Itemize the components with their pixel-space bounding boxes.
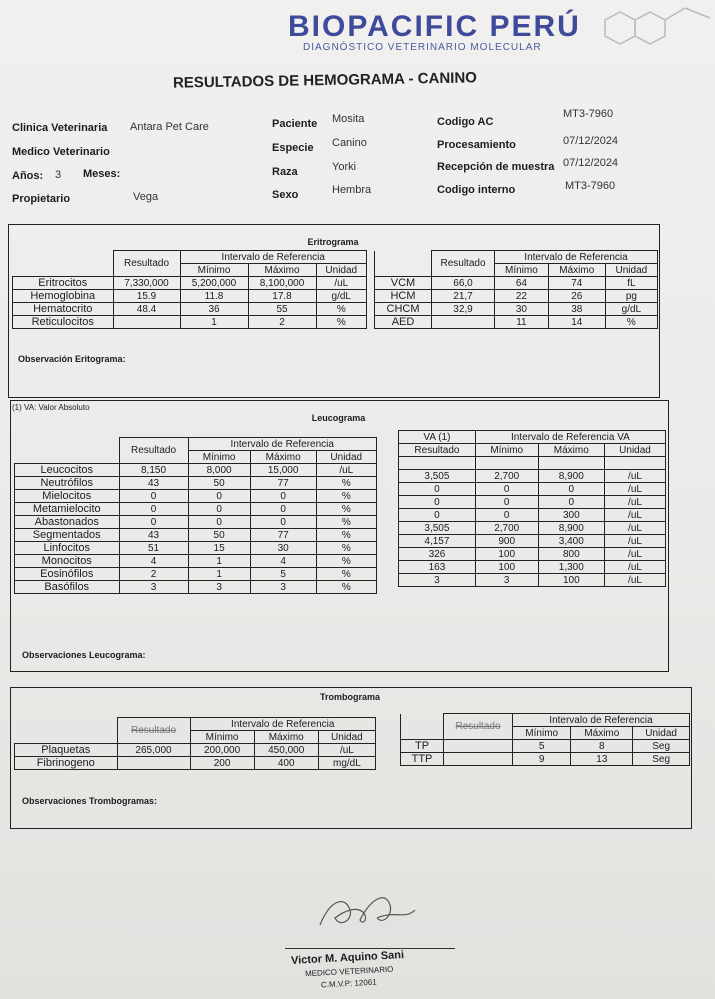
cell-res bbox=[432, 316, 495, 329]
cell-unit: g/dL bbox=[316, 290, 366, 303]
cell-unit: Seg bbox=[633, 753, 690, 766]
cell-vunit bbox=[605, 457, 666, 470]
cell-name: Linfocitos bbox=[15, 542, 120, 555]
cell-min: 9 bbox=[513, 753, 571, 766]
cell-res: 7,330,000 bbox=[113, 277, 180, 290]
cell-max: 77 bbox=[250, 529, 316, 542]
table-row bbox=[15, 503, 377, 516]
cell-vmax: 8,900 bbox=[538, 470, 604, 483]
cell-vunit: /uL bbox=[605, 574, 666, 587]
va-note: (1) VA: Valor Absoluto bbox=[12, 403, 90, 412]
cell-min: 200,000 bbox=[190, 744, 254, 757]
signature-role: MEDICO VETERINARIO bbox=[304, 964, 394, 979]
trombograma-title: Trombograma bbox=[319, 692, 380, 702]
report-title: RESULTADOS DE HEMOGRAMA - CANINO bbox=[172, 69, 478, 92]
cell-min: 0 bbox=[188, 503, 250, 516]
trombograma-right-table: Resultado Intervalo de Referencia Mínimo Máximo Unidad TP 5 8 Seg TTP 9 13 Seg bbox=[400, 713, 690, 766]
eritrograma-right-table: Resultado Intervalo de Referencia Mínimo Máximo Unidad VCM 66,0 64 74 fL HCM 21,7 22 26 pg CHCM 32,9 30 38 g/dL AED 11 14 % bbox=[374, 250, 658, 329]
cell-name: TTP bbox=[401, 753, 444, 766]
cell-unit: g/dL bbox=[605, 303, 657, 316]
cell-max: 8,100,000 bbox=[248, 277, 316, 290]
table-row bbox=[15, 555, 377, 568]
molecule-logo-icon bbox=[585, 0, 715, 50]
trombograma-left-rows bbox=[15, 744, 376, 770]
cell-vmin: 0 bbox=[475, 509, 538, 522]
cell-vunit: /uL bbox=[605, 561, 666, 574]
cell-max: 38 bbox=[548, 303, 605, 316]
cell-name: VCM bbox=[375, 277, 432, 290]
table-row bbox=[15, 568, 377, 581]
cell-va: 0 bbox=[399, 509, 476, 522]
cell-min: 50 bbox=[188, 529, 250, 542]
signature-name: Victor M. Aquino Sani bbox=[290, 949, 405, 967]
cell-min: 1 bbox=[180, 316, 248, 329]
handwritten-signature-icon bbox=[305, 880, 425, 940]
cell-va: 326 bbox=[399, 548, 476, 561]
cell-min: 5,200,000 bbox=[180, 277, 248, 290]
table-row bbox=[375, 303, 658, 316]
eritrograma-right-rows bbox=[375, 277, 658, 329]
table-row bbox=[13, 303, 367, 316]
cell-max: 14 bbox=[548, 316, 605, 329]
table-row bbox=[15, 542, 377, 555]
cell-unit: /uL bbox=[318, 744, 375, 757]
cell-res: 4 bbox=[119, 555, 188, 568]
cell-vunit: /uL bbox=[605, 509, 666, 522]
procesamiento-label: Procesamiento bbox=[437, 139, 516, 151]
eritrograma-title: Eritrograma bbox=[307, 237, 359, 247]
cell-name: Eritrocitos bbox=[13, 277, 114, 290]
cell-va: 3 bbox=[399, 574, 476, 587]
cell-vunit: /uL bbox=[605, 496, 666, 509]
meses-label: Meses: bbox=[83, 168, 121, 180]
procesamiento-value: 07/12/2024 bbox=[563, 135, 619, 147]
cell-res: 15.9 bbox=[113, 290, 180, 303]
cell-min: 1 bbox=[188, 555, 250, 568]
cell-vmax: 100 bbox=[538, 574, 604, 587]
table-row bbox=[15, 516, 377, 529]
leucograma-left-table: Resultado Intervalo de Referencia Mínimo Máximo Unidad Leucocitos 8,150 8,000 15,000 /uL Neutrófilos 43 50 77 % Mielocitos 0 0 0 % Metamielocito 0 0 0 % Abastonados 0 0 0 % Segmentados 43 50 77 % Linfocitos 51 15 30 % Monocitos 4 1 4 % Eosinófilos 2 1 5 % Basófilos 3 3 3 % bbox=[14, 437, 377, 594]
cell-va: 163 bbox=[399, 561, 476, 574]
cell-min: 11.8 bbox=[180, 290, 248, 303]
table-row bbox=[15, 744, 376, 757]
cell-unit: % bbox=[316, 490, 376, 503]
cell-name: Abastonados bbox=[15, 516, 120, 529]
cell-unit: % bbox=[316, 542, 376, 555]
cell-max: 74 bbox=[548, 277, 605, 290]
table-row bbox=[399, 548, 666, 561]
medico-label: Medico Veterinario bbox=[12, 146, 110, 158]
cell-va: 0 bbox=[399, 496, 476, 509]
cell-unit: % bbox=[316, 503, 376, 516]
codigo-interno-label: Codigo interno bbox=[437, 184, 516, 196]
recepcion-value: 07/12/2024 bbox=[563, 157, 619, 169]
cell-min: 22 bbox=[495, 290, 549, 303]
cell-va: 4,157 bbox=[399, 535, 476, 548]
cell-max: 30 bbox=[250, 542, 316, 555]
anos-value: 3 bbox=[55, 169, 62, 181]
cell-unit: /uL bbox=[316, 277, 366, 290]
cell-name: Reticulocitos bbox=[13, 316, 114, 329]
propietario-value: Vega bbox=[133, 191, 159, 203]
cell-res: 0 bbox=[119, 503, 188, 516]
codigo-ac-value: MT3-7960 bbox=[563, 108, 614, 120]
brand-name: BIOPACIFIC PERÚ bbox=[288, 10, 581, 43]
table-row bbox=[399, 470, 666, 483]
trombograma-observacion-label: Observaciones Trombogramas: bbox=[22, 796, 158, 806]
cell-vmax: 1,300 bbox=[538, 561, 604, 574]
clinica-value: Antara Pet Care bbox=[130, 121, 209, 133]
cell-vmax: 3,400 bbox=[538, 535, 604, 548]
cell-res bbox=[117, 757, 190, 770]
codigo-ac-label: Codigo AC bbox=[437, 116, 494, 128]
cell-max: 4 bbox=[250, 555, 316, 568]
table-row bbox=[15, 529, 377, 542]
codigo-interno-value: MT3-7960 bbox=[565, 180, 616, 192]
table-row bbox=[401, 753, 690, 766]
cell-va: 3,505 bbox=[399, 522, 476, 535]
table-row bbox=[13, 290, 367, 303]
leucograma-title: Leucograma bbox=[311, 413, 366, 423]
cell-vmax: 8,900 bbox=[538, 522, 604, 535]
cell-unit: % bbox=[316, 529, 376, 542]
cell-res: 66,0 bbox=[432, 277, 495, 290]
table-row bbox=[399, 561, 666, 574]
table-row bbox=[399, 535, 666, 548]
cell-res: 32,9 bbox=[432, 303, 495, 316]
leucograma-va-table: VA (1) Intervalo de Referencia VA Resultado Mínimo Máximo Unidad 3,505 2,700 8,900 /uL 0 0 0 /uL 0 0 0 /uL 0 0 300 /uL 3,505 2,700 8,900 /uL 4,157 900 3,400 /uL 326 100 800 /uL 163 100 1,300 /uL 3 3 100 /uL bbox=[398, 430, 666, 587]
cell-max: 26 bbox=[548, 290, 605, 303]
cell-va bbox=[399, 457, 476, 470]
table-row bbox=[399, 574, 666, 587]
cell-name: Eosinófilos bbox=[15, 568, 120, 581]
eritrograma-observacion-label: Observación Eritograma: bbox=[18, 354, 126, 364]
leucograma-left-rows bbox=[15, 464, 377, 594]
cell-name: Plaquetas bbox=[15, 744, 118, 757]
cell-name: Neutrófilos bbox=[15, 477, 120, 490]
cell-min: 64 bbox=[495, 277, 549, 290]
table-row bbox=[399, 522, 666, 535]
table-row bbox=[399, 509, 666, 522]
cell-min: 200 bbox=[190, 757, 254, 770]
recepcion-label: Recepción de muestra bbox=[437, 161, 555, 173]
cell-max: 13 bbox=[571, 753, 633, 766]
cell-vmin: 3 bbox=[475, 574, 538, 587]
cell-res: 2 bbox=[119, 568, 188, 581]
cell-min: 30 bbox=[495, 303, 549, 316]
table-row bbox=[13, 277, 367, 290]
cell-min: 8,000 bbox=[188, 464, 250, 477]
table-row bbox=[15, 490, 377, 503]
cell-max: 77 bbox=[250, 477, 316, 490]
cell-unit: % bbox=[316, 581, 376, 594]
cell-unit: % bbox=[316, 316, 366, 329]
cell-name: Mielocitos bbox=[15, 490, 120, 503]
cell-va: 3,505 bbox=[399, 470, 476, 483]
cell-res: 265,000 bbox=[117, 744, 190, 757]
cell-va: 0 bbox=[399, 483, 476, 496]
table-row bbox=[15, 581, 377, 594]
cell-min: 5 bbox=[513, 740, 571, 753]
cell-name: Leucocitos bbox=[15, 464, 120, 477]
cell-res: 8,150 bbox=[119, 464, 188, 477]
cell-res bbox=[444, 740, 513, 753]
cell-name: Hemoglobina bbox=[13, 290, 114, 303]
cell-res: 51 bbox=[119, 542, 188, 555]
cell-vmin: 100 bbox=[475, 548, 538, 561]
cell-name: CHCM bbox=[375, 303, 432, 316]
clinica-label: Clinica Veterinaria bbox=[12, 122, 108, 134]
cell-max: 0 bbox=[250, 503, 316, 516]
cell-name: AED bbox=[375, 316, 432, 329]
table-row bbox=[15, 477, 377, 490]
especie-value: Canino bbox=[332, 137, 367, 149]
table-row bbox=[375, 316, 658, 329]
anos-label: Años: bbox=[12, 170, 44, 182]
cell-min: 15 bbox=[188, 542, 250, 555]
cell-max: 8 bbox=[571, 740, 633, 753]
sexo-value: Hembra bbox=[332, 184, 372, 196]
propietario-label: Propietario bbox=[12, 193, 71, 205]
cell-unit: % bbox=[316, 555, 376, 568]
table-row bbox=[399, 496, 666, 509]
cell-max: 3 bbox=[250, 581, 316, 594]
cell-vmax: 0 bbox=[538, 483, 604, 496]
table-row bbox=[13, 316, 367, 329]
table-row bbox=[399, 457, 666, 470]
cell-name: Fibrinogeno bbox=[15, 757, 118, 770]
leucograma-va-rows bbox=[399, 457, 666, 587]
cell-max: 2 bbox=[248, 316, 316, 329]
trombograma-left-table: Resultado Intervalo de Referencia Mínimo Máximo Unidad Plaquetas 265,000 200,000 450,000 /uL Fibrinogeno 200 400 mg/dL bbox=[14, 717, 376, 770]
eritrograma-left-table: Resultado Intervalo de Referencia Mínimo Máximo Unidad Eritrocitos 7,330,000 5,200,000 8,100,000 /uL Hemoglobina 15.9 11.8 17.8 g/dL Hematocrito 48.4 36 55 % Reticulocitos 1 2 % bbox=[12, 250, 367, 329]
table-row bbox=[375, 277, 658, 290]
cell-unit: % bbox=[316, 303, 366, 316]
cell-max: 400 bbox=[254, 757, 318, 770]
cell-min: 0 bbox=[188, 490, 250, 503]
cell-min: 1 bbox=[188, 568, 250, 581]
cell-min: 11 bbox=[495, 316, 549, 329]
cell-res: 0 bbox=[119, 490, 188, 503]
cell-name: Basófilos bbox=[15, 581, 120, 594]
cell-max: 17.8 bbox=[248, 290, 316, 303]
cell-vmin: 900 bbox=[475, 535, 538, 548]
cell-name: TP bbox=[401, 740, 444, 753]
cell-vunit: /uL bbox=[605, 522, 666, 535]
paciente-value: Mosita bbox=[332, 113, 365, 125]
raza-value: Yorki bbox=[332, 161, 357, 173]
cell-unit: Seg bbox=[633, 740, 690, 753]
cell-vunit: /uL bbox=[605, 535, 666, 548]
cell-min: 3 bbox=[188, 581, 250, 594]
signature-line bbox=[285, 948, 455, 949]
raza-label: Raza bbox=[272, 166, 298, 178]
cell-name: Hematocrito bbox=[13, 303, 114, 316]
cell-vunit: /uL bbox=[605, 470, 666, 483]
cell-max: 0 bbox=[250, 516, 316, 529]
cell-vmin: 0 bbox=[475, 496, 538, 509]
cell-res: 21,7 bbox=[432, 290, 495, 303]
cell-res bbox=[113, 316, 180, 329]
cell-vmin: 100 bbox=[475, 561, 538, 574]
cell-unit: % bbox=[316, 516, 376, 529]
cell-max: 450,000 bbox=[254, 744, 318, 757]
cell-vmin bbox=[475, 457, 538, 470]
cell-max: 15,000 bbox=[250, 464, 316, 477]
table-row bbox=[401, 740, 690, 753]
cell-min: 36 bbox=[180, 303, 248, 316]
eritrograma-left-rows bbox=[13, 277, 367, 329]
leucograma-observacion-label: Observaciones Leucograma: bbox=[22, 650, 146, 660]
cell-res: 43 bbox=[119, 477, 188, 490]
table-row bbox=[15, 464, 377, 477]
brand-tagline: DIAGNÓSTICO VETERINARIO MOLECULAR bbox=[303, 42, 542, 53]
signature-cmvp: C.M.V.P: 12061 bbox=[320, 977, 377, 990]
cell-name: Monocitos bbox=[15, 555, 120, 568]
table-row bbox=[15, 757, 376, 770]
paciente-label: Paciente bbox=[272, 118, 318, 130]
cell-min: 50 bbox=[188, 477, 250, 490]
cell-name: HCM bbox=[375, 290, 432, 303]
cell-res: 43 bbox=[119, 529, 188, 542]
cell-unit: pg bbox=[605, 290, 657, 303]
table-row bbox=[375, 290, 658, 303]
cell-res: 3 bbox=[119, 581, 188, 594]
cell-unit: % bbox=[316, 477, 376, 490]
cell-vmin: 2,700 bbox=[475, 470, 538, 483]
cell-max: 5 bbox=[250, 568, 316, 581]
cell-vunit: /uL bbox=[605, 483, 666, 496]
cell-res bbox=[444, 753, 513, 766]
cell-max: 55 bbox=[248, 303, 316, 316]
cell-max: 0 bbox=[250, 490, 316, 503]
cell-unit: % bbox=[316, 568, 376, 581]
cell-unit: fL bbox=[605, 277, 657, 290]
trombograma-right-rows bbox=[401, 740, 690, 766]
cell-unit: % bbox=[605, 316, 657, 329]
cell-res: 0 bbox=[119, 516, 188, 529]
sexo-label: Sexo bbox=[272, 189, 299, 201]
cell-unit: mg/dL bbox=[318, 757, 375, 770]
cell-vmax: 300 bbox=[538, 509, 604, 522]
especie-label: Especie bbox=[272, 142, 314, 154]
cell-vmax: 800 bbox=[538, 548, 604, 561]
cell-res: 48.4 bbox=[113, 303, 180, 316]
table-row bbox=[399, 483, 666, 496]
cell-name: Segmentados bbox=[15, 529, 120, 542]
cell-unit: /uL bbox=[316, 464, 376, 477]
cell-vunit: /uL bbox=[605, 548, 666, 561]
cell-vmin: 0 bbox=[475, 483, 538, 496]
cell-vmin: 2,700 bbox=[475, 522, 538, 535]
cell-min: 0 bbox=[188, 516, 250, 529]
cell-vmax bbox=[538, 457, 604, 470]
cell-vmax: 0 bbox=[538, 496, 604, 509]
cell-name: Metamielocito bbox=[15, 503, 120, 516]
